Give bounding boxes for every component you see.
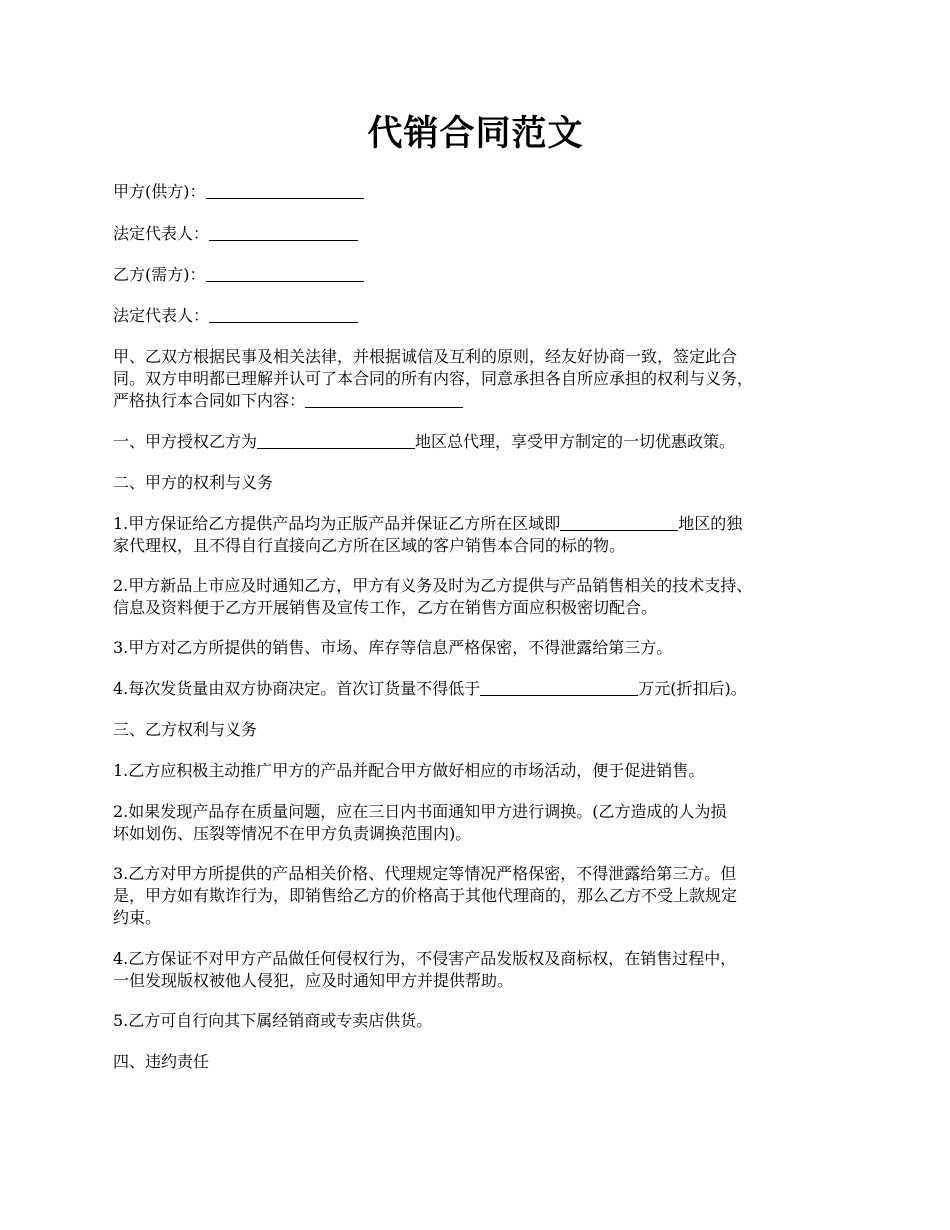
section-2-heading: 二、甲方的权利与义务 (113, 473, 274, 492)
legal-rep-a-label: 法定代表人： (113, 224, 210, 243)
paragraph-line: 家代理权，且不得自行直接向乙方所在区域的客户销售本合同的标的物。 (113, 536, 626, 555)
legal-rep-a-field (113, 223, 853, 245)
paragraph-line: 坏如划伤、压裂等情况不在甲方负责调换范围内)。 (113, 824, 472, 843)
paragraph-line: 信息及资料便于乙方开展销售及宣传工作，乙方在销售方面应积极密切配合。 (113, 598, 658, 617)
preamble-line: 同。双方申明都已理解并认可了本合同的所有内容，同意承担各自所应承担的权利与义务， (113, 369, 754, 388)
section-3-item-5: 5.乙方可自行向其下属经销商或专卖店供货。 (113, 1011, 433, 1030)
legal-rep-b-blank (209, 306, 358, 323)
paragraph-line: 是，甲方如有欺诈行为，即销售给乙方的价格高于其他代理商的，那么乙方不受上款规定 (113, 886, 738, 905)
party-a-blank (206, 182, 364, 199)
section-3-heading: 三、乙方权利与义务 (113, 720, 258, 739)
item-4-text-before: 4.每次发货量由双方协商决定。首次订货量不得低于 (113, 679, 481, 698)
legal-rep-a-blank (209, 224, 358, 241)
section-2-item-1 (113, 513, 853, 557)
party-a-label: 甲方(供方)： (113, 182, 206, 201)
order-amount-blank (480, 679, 638, 696)
paragraph-line: 2.甲方新品上市应及时通知乙方，甲方有义务及时为乙方提供与产品销售相关的技术支持、 (113, 576, 753, 595)
document-title: 代销合同范文 (367, 113, 584, 154)
section-3-item-4 (113, 948, 853, 992)
preamble-line: 甲、乙双方根据民事及相关法律，并根据诚信及互利的原则，经友好协商一致，签定此合 (113, 347, 738, 366)
preamble-paragraph (113, 346, 853, 412)
party-b-field (113, 264, 853, 286)
section-2-item-3: 3.甲方对乙方所提供的销售、市场、库存等信息严格保密，不得泄露给第三方。 (113, 638, 673, 657)
legal-rep-b-label: 法定代表人： (113, 306, 210, 325)
paragraph-line: 约束。 (113, 908, 162, 927)
section-3-item-2 (113, 801, 853, 845)
clause-1 (113, 431, 853, 453)
party-a-field (113, 181, 853, 203)
paragraph-line: 一但发现版权被他人侵犯，应及时通知甲方并提供帮助。 (113, 971, 514, 990)
region-blank (257, 432, 415, 449)
paragraph-line: 4.乙方保证不对甲方产品做任何侵权行为，不侵害产品发版权及商标权，在销售过程中， (113, 949, 737, 968)
section-3-item-3 (113, 863, 853, 929)
paragraph-line: 2.如果发现产品存在质量问题，应在三日内书面通知甲方进行调换。(乙方造成的人为损 (113, 802, 727, 821)
paragraph-line: 3.乙方对甲方所提供的产品相关价格、代理规定等情况严格保密，不得泄露给第三方。但 (113, 864, 737, 883)
clause-1-text-after: 地区总代理，享受甲方制定的一切优惠政策。 (415, 432, 736, 451)
section-2-item-4 (113, 678, 853, 700)
item-4-text-after: 万元(折扣后)。 (638, 679, 747, 698)
party-b-blank (206, 265, 364, 282)
section-2-item-2 (113, 575, 853, 619)
paragraph-line: 1.甲方保证给乙方提供产品均为正版产品并保证乙方所在区域即 地区的独 (113, 514, 743, 533)
party-b-label: 乙方(需方)： (113, 265, 206, 284)
exclusive-region-blank (560, 514, 678, 531)
section-3-item-1: 1.乙方应积极主动推广甲方的产品并配合甲方做好相应的市场活动，便于促进销售。 (113, 761, 705, 780)
section-4-heading: 四、违约责任 (113, 1052, 210, 1071)
preamble-line: 严格执行本合同如下内容： (113, 390, 853, 412)
preamble-blank (305, 391, 463, 408)
legal-rep-b-field (113, 305, 853, 327)
clause-1-text-before: 一、甲方授权乙方为 (113, 432, 258, 451)
